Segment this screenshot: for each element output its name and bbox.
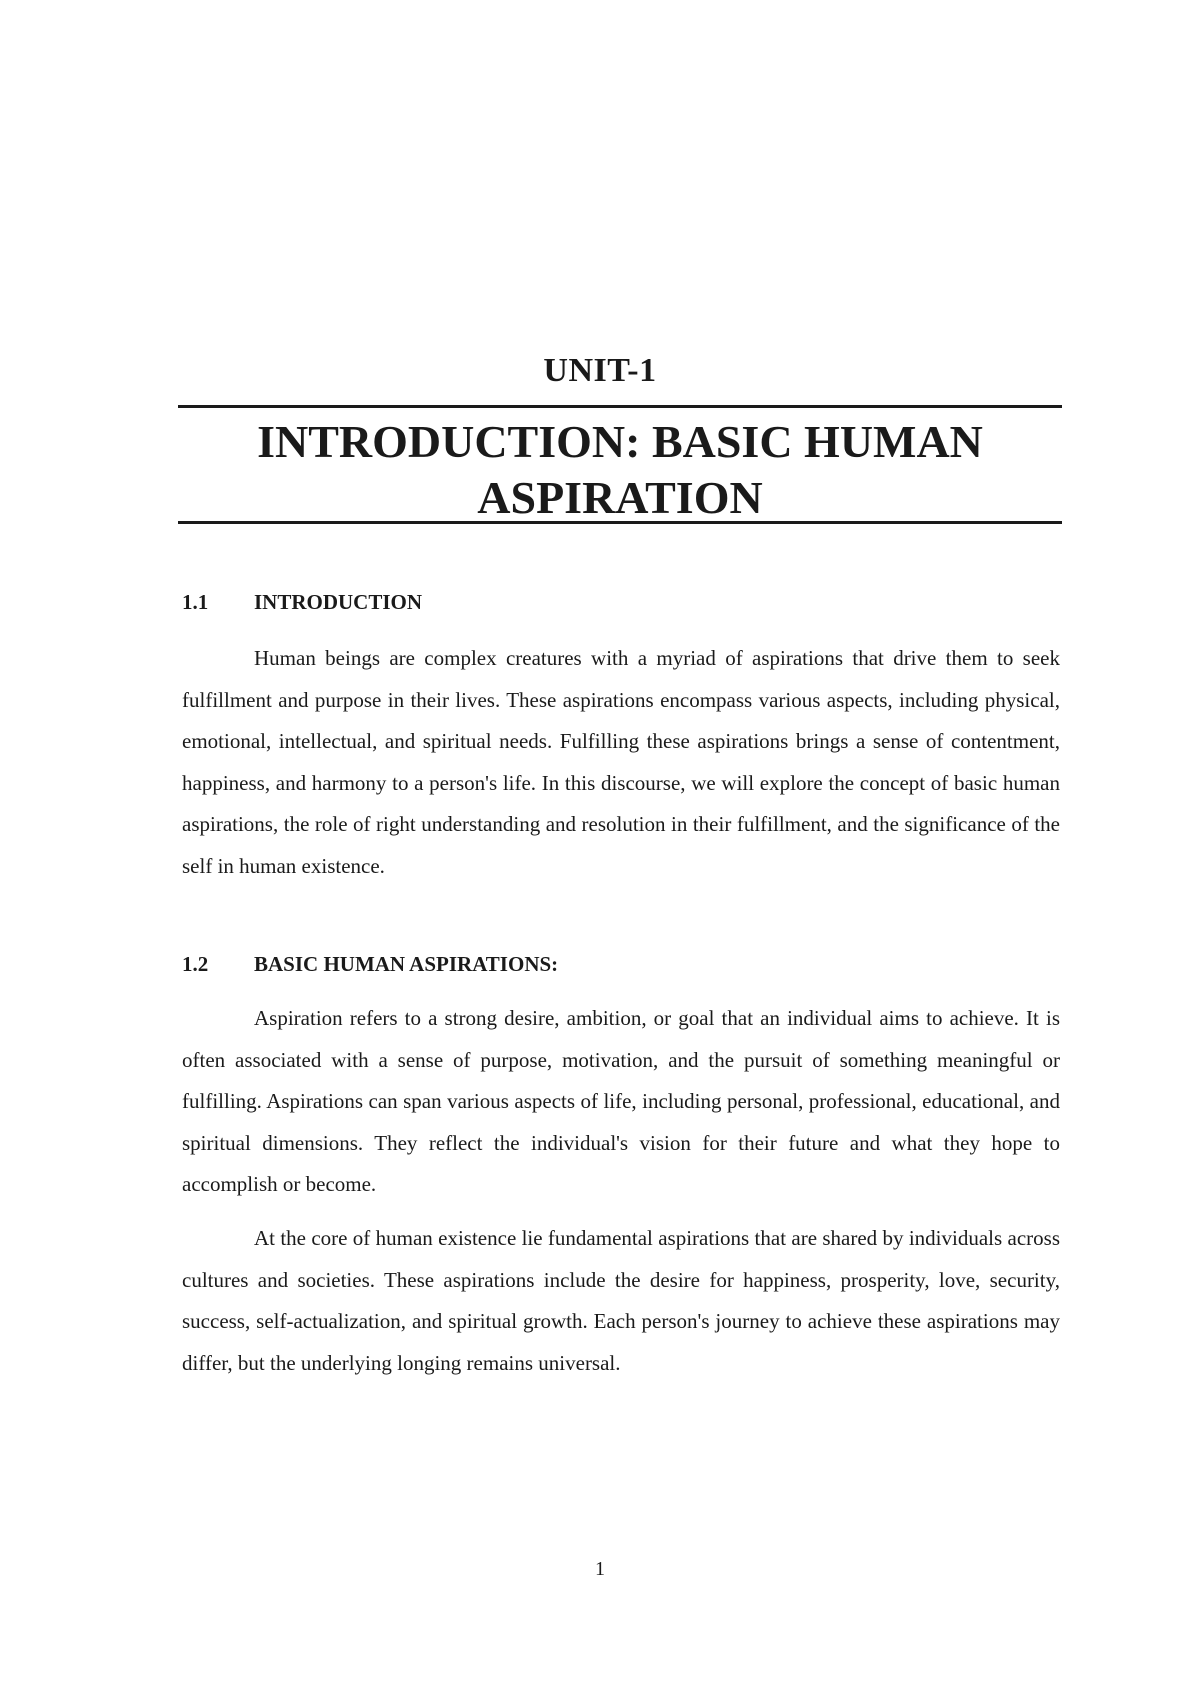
title-top-rule — [178, 405, 1062, 408]
section-title: INTRODUCTION — [254, 590, 423, 614]
title-bottom-rule — [178, 521, 1062, 524]
section-number: 1.2 — [182, 952, 209, 976]
unit-label: UNIT-1 — [543, 352, 657, 389]
page-title: INTRODUCTION: BASIC HUMAN ASPIRATION — [257, 416, 983, 523]
section-heading-introduction — [182, 590, 1062, 620]
section-heading-basic-human-aspirations — [182, 952, 1062, 982]
page-number: 1 — [595, 1558, 605, 1580]
section-title: BASIC HUMAN ASPIRATIONS: — [254, 952, 559, 976]
paragraph-introduction: Human beings are complex creatures with a myriad of aspirations that drive them to seek fulfillment and purpose in their lives. These aspirations encompass various aspects, including physical, emotional, intellectual, and spiritual needs. Fulfilling these aspirations brings a sense of contentment, happiness, and harmony to a person's life. In this discourse, we will explore the concept of basic human aspirations, the role of right understanding and resolution in their fulfillment, and the significance of the self in human existence. — [182, 646, 1060, 878]
section-number: 1.1 — [182, 590, 209, 614]
paragraph-aspiration-definition: Aspiration refers to a strong desire, ambition, or goal that an individual aims to achieve. It is often associated with a sense of purpose, motivation, and the pursuit of something meaningful or fulfilling. Aspirations can span various aspects of life, including personal, professional, educational, and spiritual dimensions. They reflect the individual's vision for their future and what they hope to accomplish or become. — [182, 1006, 1060, 1196]
paragraph-core-aspirations: At the core of human existence lie fundamental aspirations that are shared by individuals across cultures and societies. These aspirations include the desire for happiness, prosperity, love, security, success, self-actualization, and spiritual growth. Each person's journey to achieve these aspirations may differ, but the underlying longing remains universal. — [182, 1226, 1060, 1375]
